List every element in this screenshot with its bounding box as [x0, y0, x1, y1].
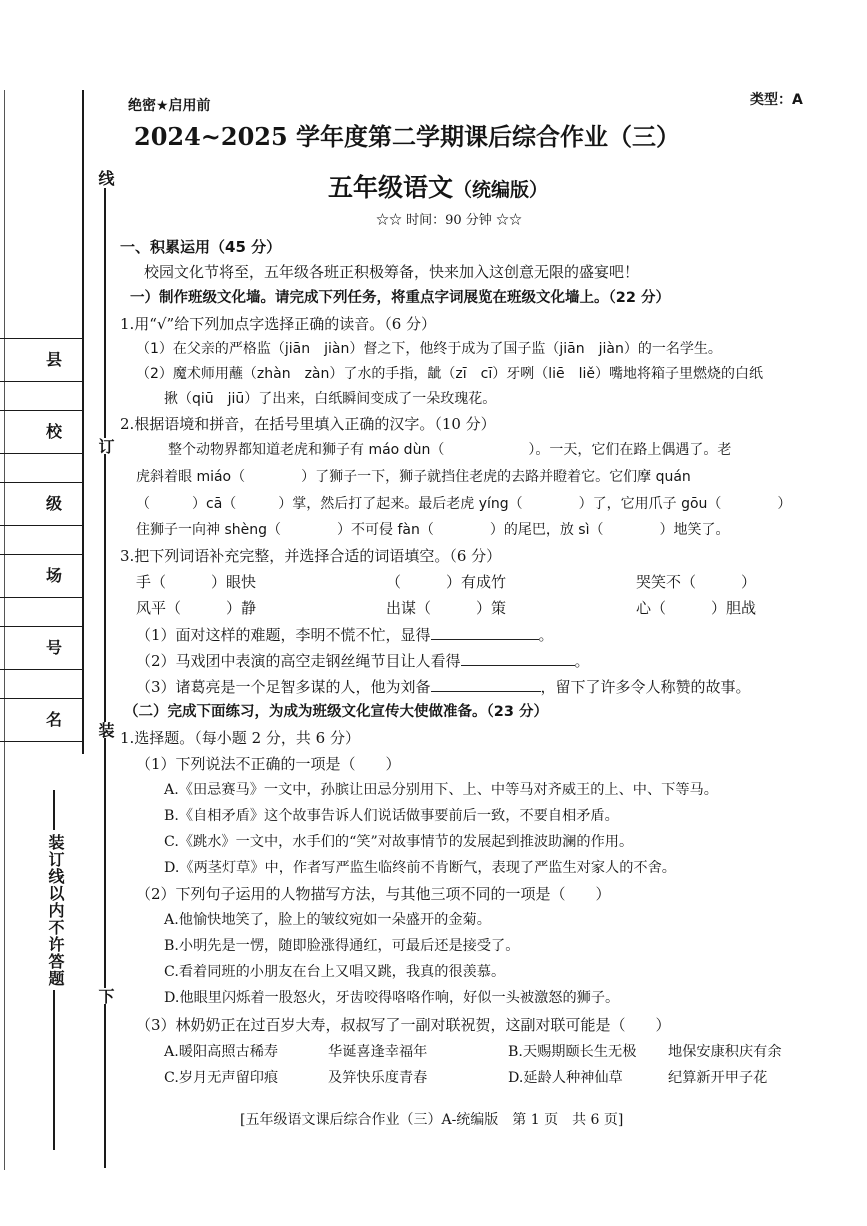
q3-sentence-3: （3）诸葛亮是一个足智多谋的人，他为刘备 ，留下了许多令人称赞的故事。: [136, 678, 751, 696]
page-title: 2024~2025 学年度第二学期课后综合作业（三）: [134, 122, 681, 151]
paper-type: 类型：A: [750, 92, 803, 108]
binding-notice: [14, 790, 74, 1150]
idiom-6: 心（ ）胆战: [636, 599, 757, 617]
info-field-school: [0, 410, 84, 454]
info-label-name: 名: [46, 710, 63, 729]
choice-q2-option-d: D.他眼里闪烁着一股怒火，牙齿咬得咯咯作响，好似一头被激怒的狮子。: [164, 990, 620, 1006]
binding-mark-zhuang: 装: [96, 722, 115, 738]
choice-q1-option-a: A.《田忌赛马》一文中，孙膑让田忌分别用下、上、中等马对齐威王的上、中、下等马。: [164, 782, 718, 798]
idiom-4: 风平（ ）静: [136, 599, 257, 617]
q3-stem: 3.把下列词语补充完整，并选择合适的词语填空。（6 分）: [120, 547, 502, 565]
idiom-5: 出谋（ ）策: [386, 599, 507, 617]
q3-sentence-1: （1）面对这样的难题，李明不慌不忙，显得 。: [136, 626, 554, 644]
choice-q2-stem: （2）下列句子运用的人物描写方法，与其他三项不同的一项是（ ）: [136, 885, 611, 903]
student-info-fields: [0, 338, 84, 756]
q3-sentence-2: （2）马戏团中表演的高空走钢丝绳节目让人看得 。: [136, 652, 590, 670]
section-intro: 校园文化节将至，五年级各班正积极筹备，快来加入这创意无限的盛宴吧！: [144, 263, 640, 281]
info-field-number: [0, 626, 84, 670]
choice-q3-stem: （3）林奶奶正在过百岁大寿，叔叔写了一副对联祝贺，这副对联可能是（ ）: [136, 1016, 671, 1034]
subtitle-main: 五年级语文: [328, 173, 454, 202]
choice-q3-option-b-lower: 地保安康积庆有余: [668, 1044, 782, 1060]
binding-line-right: [104, 188, 106, 1168]
choice-q3-option-c-lower: 及笄快乐度青春: [328, 1070, 428, 1086]
q2-line-4: 住狮子一向神 shèng（ ）不可侵 fàn（ ）的尾巴，放 sì（ ）地笑了。: [136, 522, 730, 538]
info-field-county: [0, 338, 84, 382]
q1-stem: 1.用“√”给下列加点字选择正确的读音。（6 分）: [120, 315, 437, 333]
choice-q3-option-d-upper: D.延龄人种神仙草: [508, 1070, 623, 1086]
choice-q3-option-d-lower: 纪算新开甲子花: [668, 1070, 768, 1086]
idiom-2: （ ）有成竹: [386, 573, 507, 591]
notice-line-bottom: [53, 990, 55, 1150]
info-field-name: [0, 698, 84, 742]
binding-mark-ding: 订: [96, 438, 115, 454]
q2-line-1: 整个动物界都知道老虎和狮子有 máo dùn（ ）。一天，它们在路上偶遇了。老: [168, 442, 732, 458]
answer-blank[interactable]: [431, 676, 541, 692]
info-label-number: 号: [46, 638, 63, 657]
info-label-county: 县: [46, 350, 63, 369]
choice-q3-option-a-upper: A.暖阳高照古稀寿: [164, 1044, 279, 1060]
info-label-school: 校: [46, 422, 63, 441]
choice-q2-option-a: A.他愉快地笑了，脸上的皱纹宛如一朵盛开的金菊。: [164, 912, 491, 928]
q1-item-1: （1）在父亲的严格监（jiān jiàn）督之下，他终于成为了国子监（jiān jiàn）的一名学生。: [136, 341, 722, 357]
info-label-room: 场: [46, 566, 63, 585]
page-subtitle: [328, 168, 548, 204]
binding-mark-xian: 线: [96, 170, 115, 186]
exam-time: ☆☆ 时间：90 分钟 ☆☆: [376, 213, 522, 228]
info-field-room: [0, 554, 84, 598]
q1-item-2-cont: 揪（qiū jiū）了出来，白纸瞬间变成了一朵玫瑰花。: [164, 391, 497, 407]
choice-q1-option-d: D.《两茎灯草》中，作者写严监生临终前不肯断气，表现了严监生对家人的不舍。: [164, 860, 676, 876]
part-1-heading: 一）制作班级文化墙。请完成下列任务，将重点字词展览在班级文化墙上。（22 分）: [130, 290, 670, 306]
idiom-3: 哭笑不（ ）: [636, 573, 757, 591]
page-footer: [五年级语文课后综合作业（三）A-统编版 第 1 页 共 6 页]: [240, 1112, 624, 1128]
choice-q1-option-b: B.《自相矛盾》这个故事告诉人们说话做事要前后一致，不要自相矛盾。: [164, 808, 619, 824]
choice-q3-option-c-upper: C.岁月无声留印痕: [164, 1070, 279, 1086]
q2-line-3: （ ）cā（ ）掌，然后打了起来。最后老虎 yíng（ ）了，它用爪子 gōu（ ）: [136, 496, 792, 512]
notice-line-top: [53, 790, 55, 830]
choice-stem: 1.选择题。（每小题 2 分，共 6 分）: [120, 729, 360, 747]
binding-notice-text: 装订线以内不许答题: [46, 834, 65, 987]
section-heading-1: 一、积累运用（45 分）: [120, 238, 282, 256]
choice-q2-option-c: C.看着同班的小朋友在台上又唱又跳，我真的很羡慕。: [164, 964, 506, 980]
info-field-class: [0, 482, 84, 526]
q2-stem: 2.根据语境和拼音，在括号里填入正确的汉字。（10 分）: [120, 415, 496, 433]
choice-q3-option-b-upper: B.天赐期颐长生无极: [508, 1044, 637, 1060]
answer-blank[interactable]: [461, 650, 575, 666]
choice-q2-option-b: B.小明先是一愣，随即脸涨得通红，可最后还是接受了。: [164, 938, 520, 954]
part-2-heading: （二）完成下面练习，为成为班级文化宣传大使做准备。（23 分）: [124, 704, 548, 720]
q2-line-2: 虎斜着眼 miáo（ ）了狮子一下，狮子就挡住老虎的去路并瞪着它。它们摩 quán: [136, 469, 691, 485]
subtitle-edition: （统编版）: [453, 179, 549, 201]
choice-q1-option-c: C.《跳水》一文中，水手们的“笑”对故事情节的发展起到推波助澜的作用。: [164, 834, 634, 850]
confidential-mark: 绝密★启用前: [128, 98, 211, 114]
info-label-class: 级: [46, 494, 63, 513]
choice-q3-option-a-lower: 华诞喜逢幸福年: [328, 1044, 428, 1060]
choice-q1-stem: （1）下列说法不正确的一项是（ ）: [136, 755, 401, 773]
answer-blank[interactable]: [431, 624, 539, 640]
idiom-1: 手（ ）眼快: [136, 573, 257, 591]
q1-item-2: （2）魔术师用蘸（zhàn zàn）了水的手指，龇（zī cī）牙咧（liē liě）嘴地将箱子里燃烧的白纸: [136, 366, 763, 382]
binding-mark-xia: 下: [96, 988, 115, 1004]
